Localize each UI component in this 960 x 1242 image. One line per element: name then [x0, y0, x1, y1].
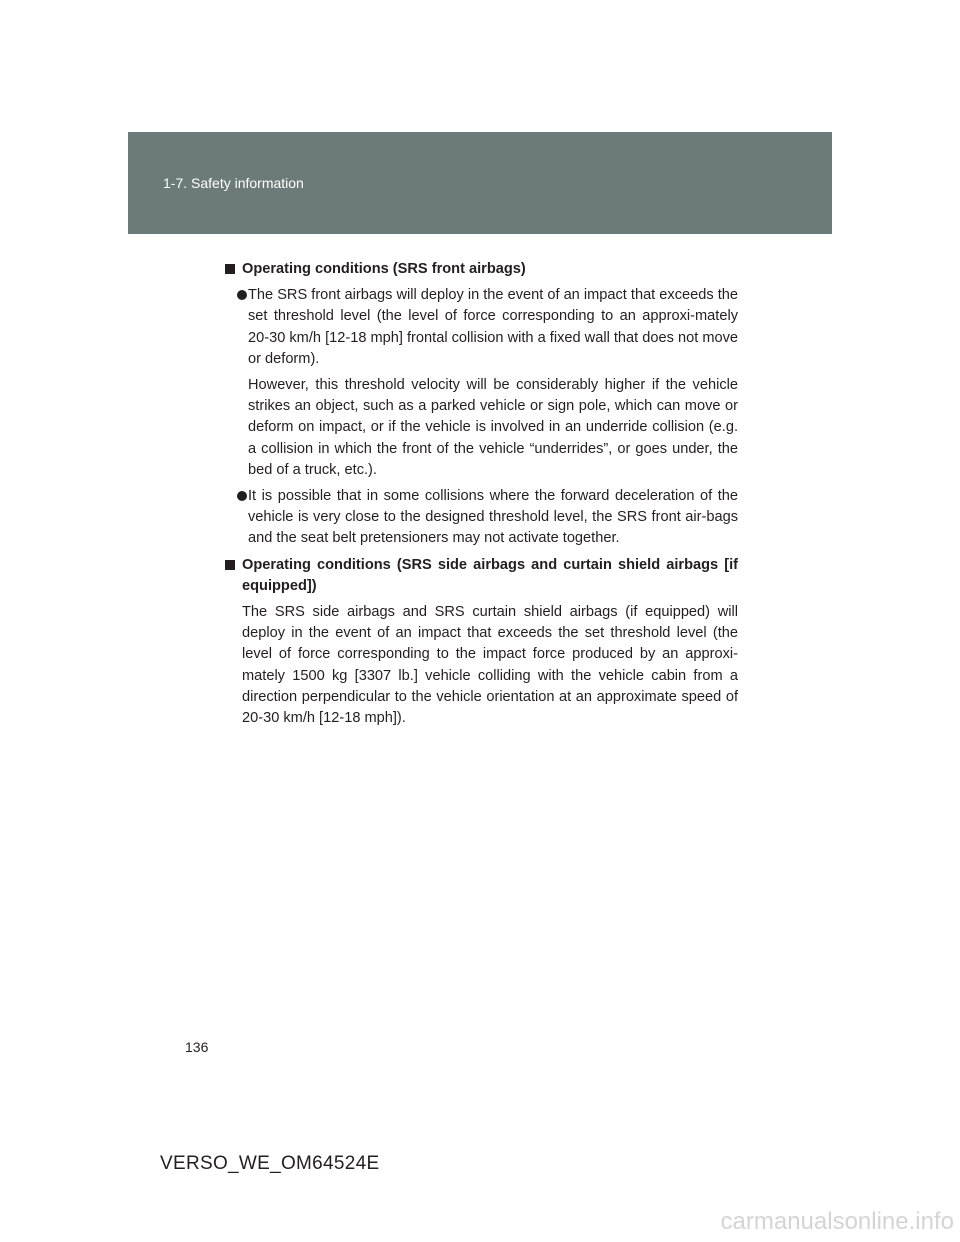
heading-front-airbags	[224, 259, 738, 280]
bullet-text: It is possible that in some collisions where the forward deceleration of the vehicle is very close to the designed threshold level, the SRS front air-bags and the seat belt pretensioners may not activate together.	[248, 488, 738, 547]
square-bullet-icon	[225, 264, 235, 274]
heading-side-airbags	[224, 555, 738, 597]
bullet-text: The SRS front airbags will deploy in the event of an impact that exceeds the set threshold level (the level of force corresponding to an approxi-mately 20-30 km/h [12-18 mph] frontal collision with a fixed wall that does not move or deform).	[248, 287, 738, 367]
heading-text: Operating conditions (SRS front airbags)	[242, 261, 526, 277]
paragraph: The SRS side airbags and SRS curtain shield airbags (if equipped) will deploy in the event of an impact that exceeds the set threshold level (the level of force corresponding to the impact force produced by an approxi-mately 1500 kg [3307 lb.] vehicle colliding with the vehicle cabin from a direction perpendicular to the vehicle orientation at an approximate speed of 20-30 km/h [12-18 mph]).	[242, 604, 738, 727]
watermark: carmanualsonline.info	[720, 1208, 954, 1235]
document-code: VERSO_WE_OM64524E	[160, 1153, 380, 1174]
section-title: 1-7. Safety information	[163, 175, 304, 191]
bullet-item	[224, 285, 738, 370]
heading-text: Operating conditions (SRS side airbags and curtain shield airbags [if equipped])	[242, 556, 738, 594]
paragraph: However, this threshold velocity will be considerably higher if the vehicle strikes an object, such as a parked vehicle or sign pole, which can move or deform on impact, or if the vehicle is involved in an underride collision (e.g. a collision in which the front of the vehicle “underrides”, or goes under, the bed of a truck, etc.).	[248, 377, 738, 478]
page-content	[224, 259, 738, 734]
page-number: 136	[185, 1039, 209, 1055]
round-bullet-icon	[237, 290, 247, 300]
round-bullet-icon	[237, 491, 247, 501]
bullet-item	[224, 486, 738, 550]
square-bullet-icon	[225, 560, 235, 570]
